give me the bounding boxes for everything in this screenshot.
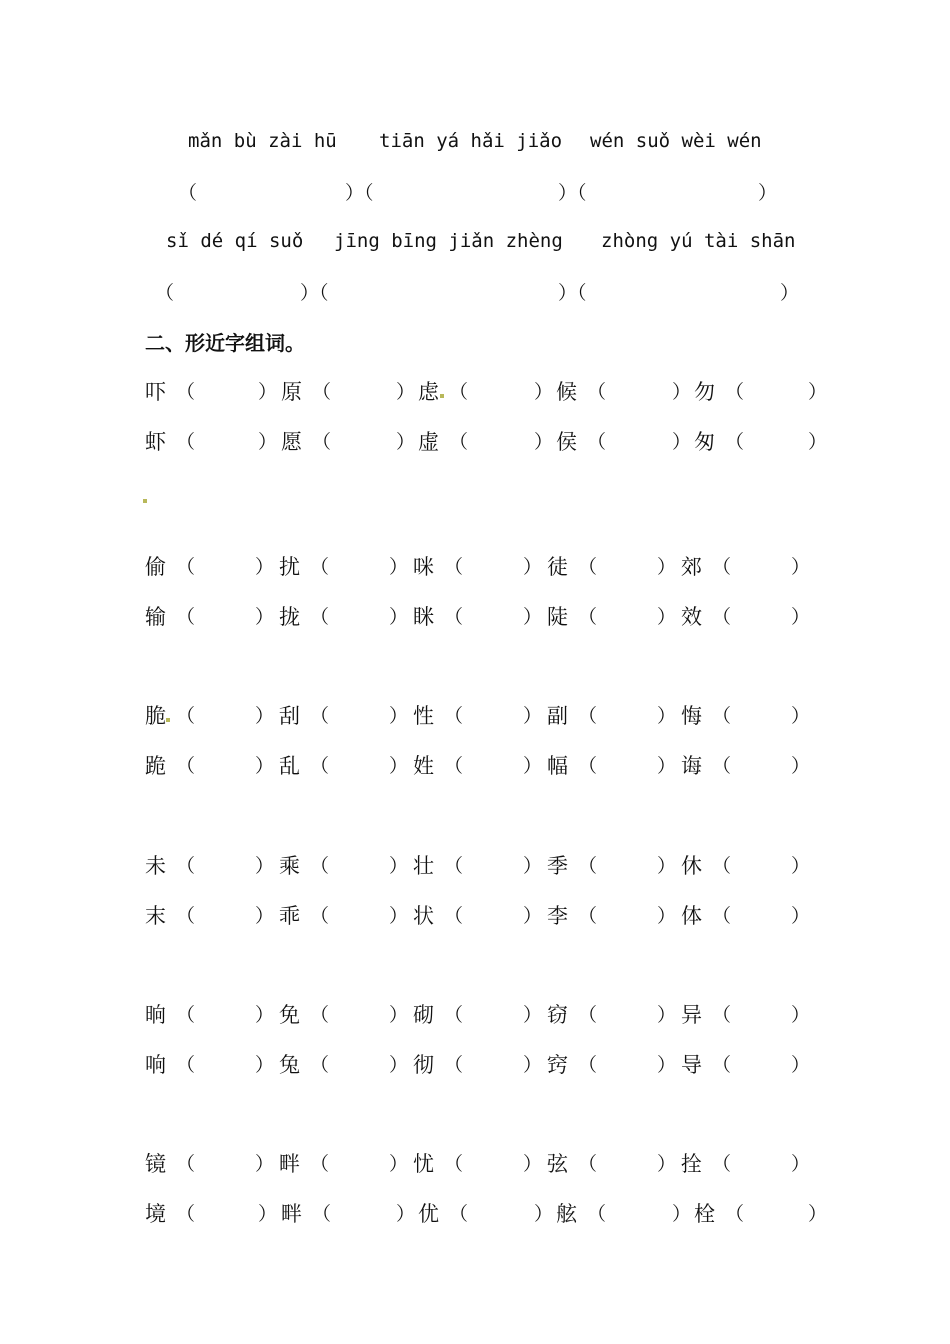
answer-paren-close: ） xyxy=(791,1004,811,1026)
answer-paren-open: （ xyxy=(310,1054,330,1076)
answer-paren-open: （ xyxy=(712,1153,732,1175)
answer-paren-open: （ xyxy=(725,1203,745,1225)
answer-paren-open: （ xyxy=(712,705,732,727)
answer-blank[interactable] xyxy=(732,552,791,576)
answer-paren-close: ） xyxy=(808,381,828,403)
answer-paren-close: ） xyxy=(255,1054,275,1076)
answer-paren-close: ） xyxy=(523,1153,543,1175)
word-char: 兔 xyxy=(279,1053,300,1077)
answer-paren-open: （ xyxy=(444,1004,464,1026)
word-char: 异 xyxy=(681,1003,702,1027)
answer-blank[interactable] xyxy=(330,901,389,925)
word-char: 畔 xyxy=(279,1152,300,1176)
answer-paren-open: （ xyxy=(310,556,330,578)
answer-paren-open: （ xyxy=(176,1203,196,1225)
answer-blank[interactable] xyxy=(464,1149,523,1173)
answer-paren-open: （ xyxy=(578,1153,598,1175)
answer-blank[interactable] xyxy=(330,552,389,576)
answer-blank[interactable] xyxy=(464,1000,523,1024)
word-char: 镜 xyxy=(145,1152,166,1176)
answer-paren-open: （ xyxy=(310,1004,330,1026)
answer-blank[interactable] xyxy=(469,377,534,401)
answer-paren-close: ） xyxy=(808,431,828,453)
decorative-mark xyxy=(166,718,170,722)
pinyin-item: jīng bīng jiǎn zhèng xyxy=(334,230,563,252)
word-char: 栓 xyxy=(694,1202,715,1226)
answer-blank[interactable] xyxy=(196,377,258,401)
answer-paren-open: （ xyxy=(176,556,196,578)
answer-blank[interactable] xyxy=(196,1149,255,1173)
answer-blank[interactable] xyxy=(598,901,657,925)
word-char: 乖 xyxy=(279,904,300,928)
word-char: 体 xyxy=(681,904,702,928)
word-char: 虑 xyxy=(418,380,439,404)
answer-paren-open: （ xyxy=(587,381,607,403)
answer-paren-close: ） xyxy=(791,556,811,578)
answer-blank[interactable] xyxy=(732,602,791,626)
answer-paren-close: ） xyxy=(791,606,811,628)
answer-paren-open: （ xyxy=(444,1054,464,1076)
answer-blank[interactable] xyxy=(330,1050,389,1074)
answer-paren-open: （ xyxy=(176,705,196,727)
answer-paren-open: （ xyxy=(176,755,196,777)
answer-paren-open: （ xyxy=(587,431,607,453)
answer-blank[interactable] xyxy=(598,552,657,576)
answer-paren-close: ） xyxy=(258,381,278,403)
answer-paren-close: ） xyxy=(791,855,811,877)
answer-blank[interactable] xyxy=(330,1000,389,1024)
answer-blank[interactable] xyxy=(598,751,657,775)
answer-blank[interactable] xyxy=(196,901,255,925)
answer-blank[interactable] xyxy=(732,1050,791,1074)
word-char: 忧 xyxy=(413,1152,434,1176)
answer-blank[interactable] xyxy=(745,377,808,401)
word-char: 悔 xyxy=(681,704,702,728)
word-char: 幅 xyxy=(547,754,568,778)
word-char: 跪 xyxy=(145,754,166,778)
word-char: 休 xyxy=(681,854,702,878)
answer-paren-close: ） xyxy=(657,855,677,877)
answer-blank[interactable] xyxy=(464,901,523,925)
answer-blank[interactable] xyxy=(745,427,808,451)
answer-blank[interactable] xyxy=(196,427,258,451)
answer-paren-open: （ xyxy=(444,1153,464,1175)
word-char: 眯 xyxy=(413,605,434,629)
answer-blank[interactable] xyxy=(332,427,396,451)
word-char: 副 xyxy=(547,704,568,728)
answer-paren-close: ） xyxy=(791,705,811,727)
word-char: 效 xyxy=(681,605,702,629)
answer-paren-open: （ xyxy=(310,905,330,927)
answer-paren-close: ） xyxy=(396,1203,416,1225)
answer-paren-close: ） xyxy=(523,1004,543,1026)
answer-paren-open: （ xyxy=(587,1203,607,1225)
answer-paren-close: ） xyxy=(255,905,275,927)
answer-paren-open: （ xyxy=(176,855,196,877)
answer-paren-open: （ xyxy=(444,905,464,927)
answer-paren-open: （ xyxy=(449,1203,469,1225)
answer-paren-close: ） xyxy=(791,905,811,927)
answer-blank[interactable] xyxy=(732,851,791,875)
word-char: 扰 xyxy=(279,555,300,579)
answer-blank[interactable] xyxy=(745,1199,808,1223)
answer-paren-close: ） xyxy=(534,381,554,403)
answer-blank[interactable] xyxy=(196,552,255,576)
answer-paren-close: ） xyxy=(534,431,554,453)
answer-paren-close: ） xyxy=(523,1054,543,1076)
answer-paren-open: （ xyxy=(449,381,469,403)
answer-paren-open: （ xyxy=(578,905,598,927)
word-char: 虾 xyxy=(145,430,166,454)
answer-paren-close: ） xyxy=(791,1054,811,1076)
answer-blank[interactable] xyxy=(607,1199,672,1223)
answer-blank[interactable] xyxy=(469,427,534,451)
word-char: 拴 xyxy=(681,1152,702,1176)
answer-blank[interactable] xyxy=(330,751,389,775)
word-char: 刮 xyxy=(279,704,300,728)
word-char: 导 xyxy=(681,1053,702,1077)
answer-paren-open: （ xyxy=(712,556,732,578)
answer-paren-close: ） xyxy=(389,1153,409,1175)
answer-paren-open: （ xyxy=(712,606,732,628)
answer-blank[interactable] xyxy=(732,1149,791,1173)
answer-paren-open: （ xyxy=(712,755,732,777)
answer-paren-close: ） xyxy=(657,556,677,578)
word-char: 姓 xyxy=(413,754,434,778)
answer-paren-close: ） xyxy=(523,606,543,628)
word-char: 虚 xyxy=(418,430,439,454)
answer-blank[interactable] xyxy=(732,901,791,925)
answer-paren-open: （ xyxy=(444,556,464,578)
answer-paren-close: ） xyxy=(389,705,409,727)
word-char: 弦 xyxy=(547,1152,568,1176)
word-char: 原 xyxy=(281,380,302,404)
word-char: 优 xyxy=(418,1202,439,1226)
word-char: 陡 xyxy=(547,605,568,629)
answer-blank[interactable] xyxy=(464,701,523,725)
answer-blank[interactable] xyxy=(598,701,657,725)
answer-paren-close: ） xyxy=(808,1203,828,1225)
word-char: 彻 xyxy=(413,1053,434,1077)
answer-paren-close: ） xyxy=(523,556,543,578)
word-char: 诲 xyxy=(681,754,702,778)
answer-paren-close: ） xyxy=(534,1203,554,1225)
answer-paren-open: （ xyxy=(312,1203,332,1225)
answer-blank[interactable] xyxy=(469,1199,534,1223)
answer-paren-close: ） xyxy=(255,1004,275,1026)
word-char: 窍 xyxy=(547,1053,568,1077)
answer-paren-open: （ xyxy=(312,381,332,403)
answer-blank[interactable] xyxy=(196,1050,255,1074)
pinyin-item: wén suǒ wèi wén xyxy=(590,130,762,152)
answer-paren-close: ） xyxy=(523,855,543,877)
answer-paren-open: （ xyxy=(444,755,464,777)
answer-paren-close: ） xyxy=(255,556,275,578)
answer-paren-close: ） xyxy=(255,1153,275,1175)
answer-paren-open: （ xyxy=(310,855,330,877)
answer-paren-close: ） xyxy=(791,755,811,777)
word-char: 候 xyxy=(556,380,577,404)
answer-paren-open: （ xyxy=(725,431,745,453)
answer-blank[interactable] xyxy=(598,1149,657,1173)
answer-paren-open: （ xyxy=(578,1004,598,1026)
word-char: 拢 xyxy=(279,605,300,629)
answer-blank[interactable] xyxy=(464,751,523,775)
answer-paren-open: （ xyxy=(449,431,469,453)
answer-paren-open: （ xyxy=(176,431,196,453)
word-char: 勿 xyxy=(694,380,715,404)
answer-paren-close: ） xyxy=(657,705,677,727)
answer-paren-open: （ xyxy=(310,1153,330,1175)
word-char: 壮 xyxy=(413,854,434,878)
answer-paren-close: ） xyxy=(523,905,543,927)
word-char: 晌 xyxy=(145,1003,166,1027)
answer-paren-open: （ xyxy=(444,606,464,628)
word-char: 境 xyxy=(145,1202,166,1226)
answer-blank[interactable] xyxy=(598,851,657,875)
answer-paren-close: ） xyxy=(389,855,409,877)
answer-paren-close: ） xyxy=(255,705,275,727)
answer-paren-open: （ xyxy=(725,381,745,403)
word-char: 响 xyxy=(145,1053,166,1077)
answer-blank[interactable] xyxy=(330,602,389,626)
answer-paren-close: ） xyxy=(672,381,692,403)
word-char: 状 xyxy=(413,904,434,928)
answer-blank[interactable] xyxy=(464,851,523,875)
answer-blank[interactable] xyxy=(196,602,255,626)
word-char: 郊 xyxy=(681,555,702,579)
answer-paren-close: ） xyxy=(389,556,409,578)
word-char: 未 xyxy=(145,854,166,878)
answer-blank[interactable] xyxy=(196,1199,258,1223)
word-char: 匆 xyxy=(694,430,715,454)
word-char: 窃 xyxy=(547,1003,568,1027)
answer-paren-close: ） xyxy=(791,1153,811,1175)
answer-blank[interactable] xyxy=(330,701,389,725)
answer-blank[interactable] xyxy=(330,851,389,875)
answer-paren-close: ） xyxy=(258,1203,278,1225)
answer-blank[interactable] xyxy=(732,701,791,725)
answer-paren-open: （ xyxy=(176,1054,196,1076)
word-char: 免 xyxy=(279,1003,300,1027)
answer-paren-close: ） xyxy=(523,705,543,727)
answer-paren-close: ） xyxy=(523,755,543,777)
answer-paren-open: （ xyxy=(578,556,598,578)
answer-paren-open: （ xyxy=(712,1054,732,1076)
answer-paren-open: （ xyxy=(578,705,598,727)
answer-paren-close: ） xyxy=(389,1054,409,1076)
answer-paren-close: ） xyxy=(657,1004,677,1026)
answer-paren-open: （ xyxy=(176,381,196,403)
word-char: 砌 xyxy=(413,1003,434,1027)
pinyin-item: sǐ dé qí suǒ xyxy=(166,230,304,252)
answer-paren-open: （ xyxy=(578,606,598,628)
answer-blank[interactable] xyxy=(332,1199,396,1223)
answer-paren-close: ） xyxy=(657,1054,677,1076)
answer-blank[interactable] xyxy=(598,602,657,626)
answer-blank[interactable] xyxy=(196,751,255,775)
decorative-mark xyxy=(440,394,444,398)
answer-blank[interactable] xyxy=(196,701,255,725)
word-char: 李 xyxy=(547,904,568,928)
pinyin-item: mǎn bù zài hū xyxy=(188,130,337,152)
answer-paren-open: （ xyxy=(176,1153,196,1175)
answer-blank[interactable] xyxy=(464,1050,523,1074)
answer-paren-open: （ xyxy=(444,705,464,727)
answer-paren-open: （ xyxy=(578,1054,598,1076)
answer-paren-open: （ xyxy=(578,755,598,777)
answer-paren-open: （ xyxy=(176,905,196,927)
answer-paren-close: ） xyxy=(657,1153,677,1175)
answer-paren-close: ） xyxy=(255,855,275,877)
answer-blank[interactable] xyxy=(330,1149,389,1173)
answer-paren-close: ） xyxy=(258,431,278,453)
answer-blank[interactable] xyxy=(732,751,791,775)
word-char: 畔 xyxy=(281,1202,302,1226)
word-char: 脆 xyxy=(145,704,166,728)
answer-paren-close: ） xyxy=(672,431,692,453)
answer-paren-open: （ xyxy=(712,905,732,927)
word-char: 乱 xyxy=(279,754,300,778)
answer-blank[interactable] xyxy=(464,552,523,576)
answer-paren-close: ） xyxy=(657,606,677,628)
answer-paren-open: （ xyxy=(712,855,732,877)
answer-blank[interactable] xyxy=(598,1000,657,1024)
answer-paren-close: ） xyxy=(672,1203,692,1225)
answer-paren-open: （ xyxy=(444,855,464,877)
answer-paren-close: ） xyxy=(396,431,416,453)
answer-paren-close: ） xyxy=(255,606,275,628)
pinyin-item: tiān yá hǎi jiǎo xyxy=(379,130,563,152)
answer-paren-close: ） xyxy=(255,755,275,777)
word-char: 偷 xyxy=(145,555,166,579)
answer-blank[interactable] xyxy=(464,602,523,626)
answer-paren-close: ） xyxy=(389,1004,409,1026)
answer-blank[interactable] xyxy=(607,377,672,401)
answer-blank[interactable] xyxy=(196,851,255,875)
word-char: 输 xyxy=(145,605,166,629)
answer-blank[interactable] xyxy=(732,1000,791,1024)
answer-paren-open: （ xyxy=(310,705,330,727)
answer-paren-open: （ xyxy=(176,606,196,628)
word-char: 舷 xyxy=(556,1202,577,1226)
decorative-mark xyxy=(143,499,147,503)
pinyin-item: zhòng yú tài shān xyxy=(601,230,796,252)
answer-paren-open: （ xyxy=(310,606,330,628)
word-char: 末 xyxy=(145,904,166,928)
word-char: 愿 xyxy=(281,430,302,454)
answer-paren-close: ） xyxy=(396,381,416,403)
answer-paren-close: ） xyxy=(389,755,409,777)
word-char: 咪 xyxy=(413,555,434,579)
answer-paren-open: （ xyxy=(176,1004,196,1026)
answer-paren-open: （ xyxy=(578,855,598,877)
answer-paren-close: ） xyxy=(657,755,677,777)
answer-blank[interactable] xyxy=(598,1050,657,1074)
word-char: 季 xyxy=(547,854,568,878)
answer-paren-open: （ xyxy=(312,431,332,453)
answer-paren-close: ） xyxy=(389,606,409,628)
word-char: 性 xyxy=(413,704,434,728)
answer-blank[interactable] xyxy=(332,377,396,401)
answer-blank[interactable] xyxy=(196,1000,255,1024)
answer-paren-close: ） xyxy=(657,905,677,927)
word-char: 侯 xyxy=(556,430,577,454)
answer-paren-open: （ xyxy=(310,755,330,777)
word-char: 乘 xyxy=(279,854,300,878)
answer-paren-close: ） xyxy=(389,905,409,927)
word-char: 吓 xyxy=(145,380,166,404)
answer-blank[interactable] xyxy=(607,427,672,451)
answer-paren-open: （ xyxy=(712,1004,732,1026)
section-title: 二、形近字组词。 xyxy=(145,331,305,355)
word-char: 徒 xyxy=(547,555,568,579)
